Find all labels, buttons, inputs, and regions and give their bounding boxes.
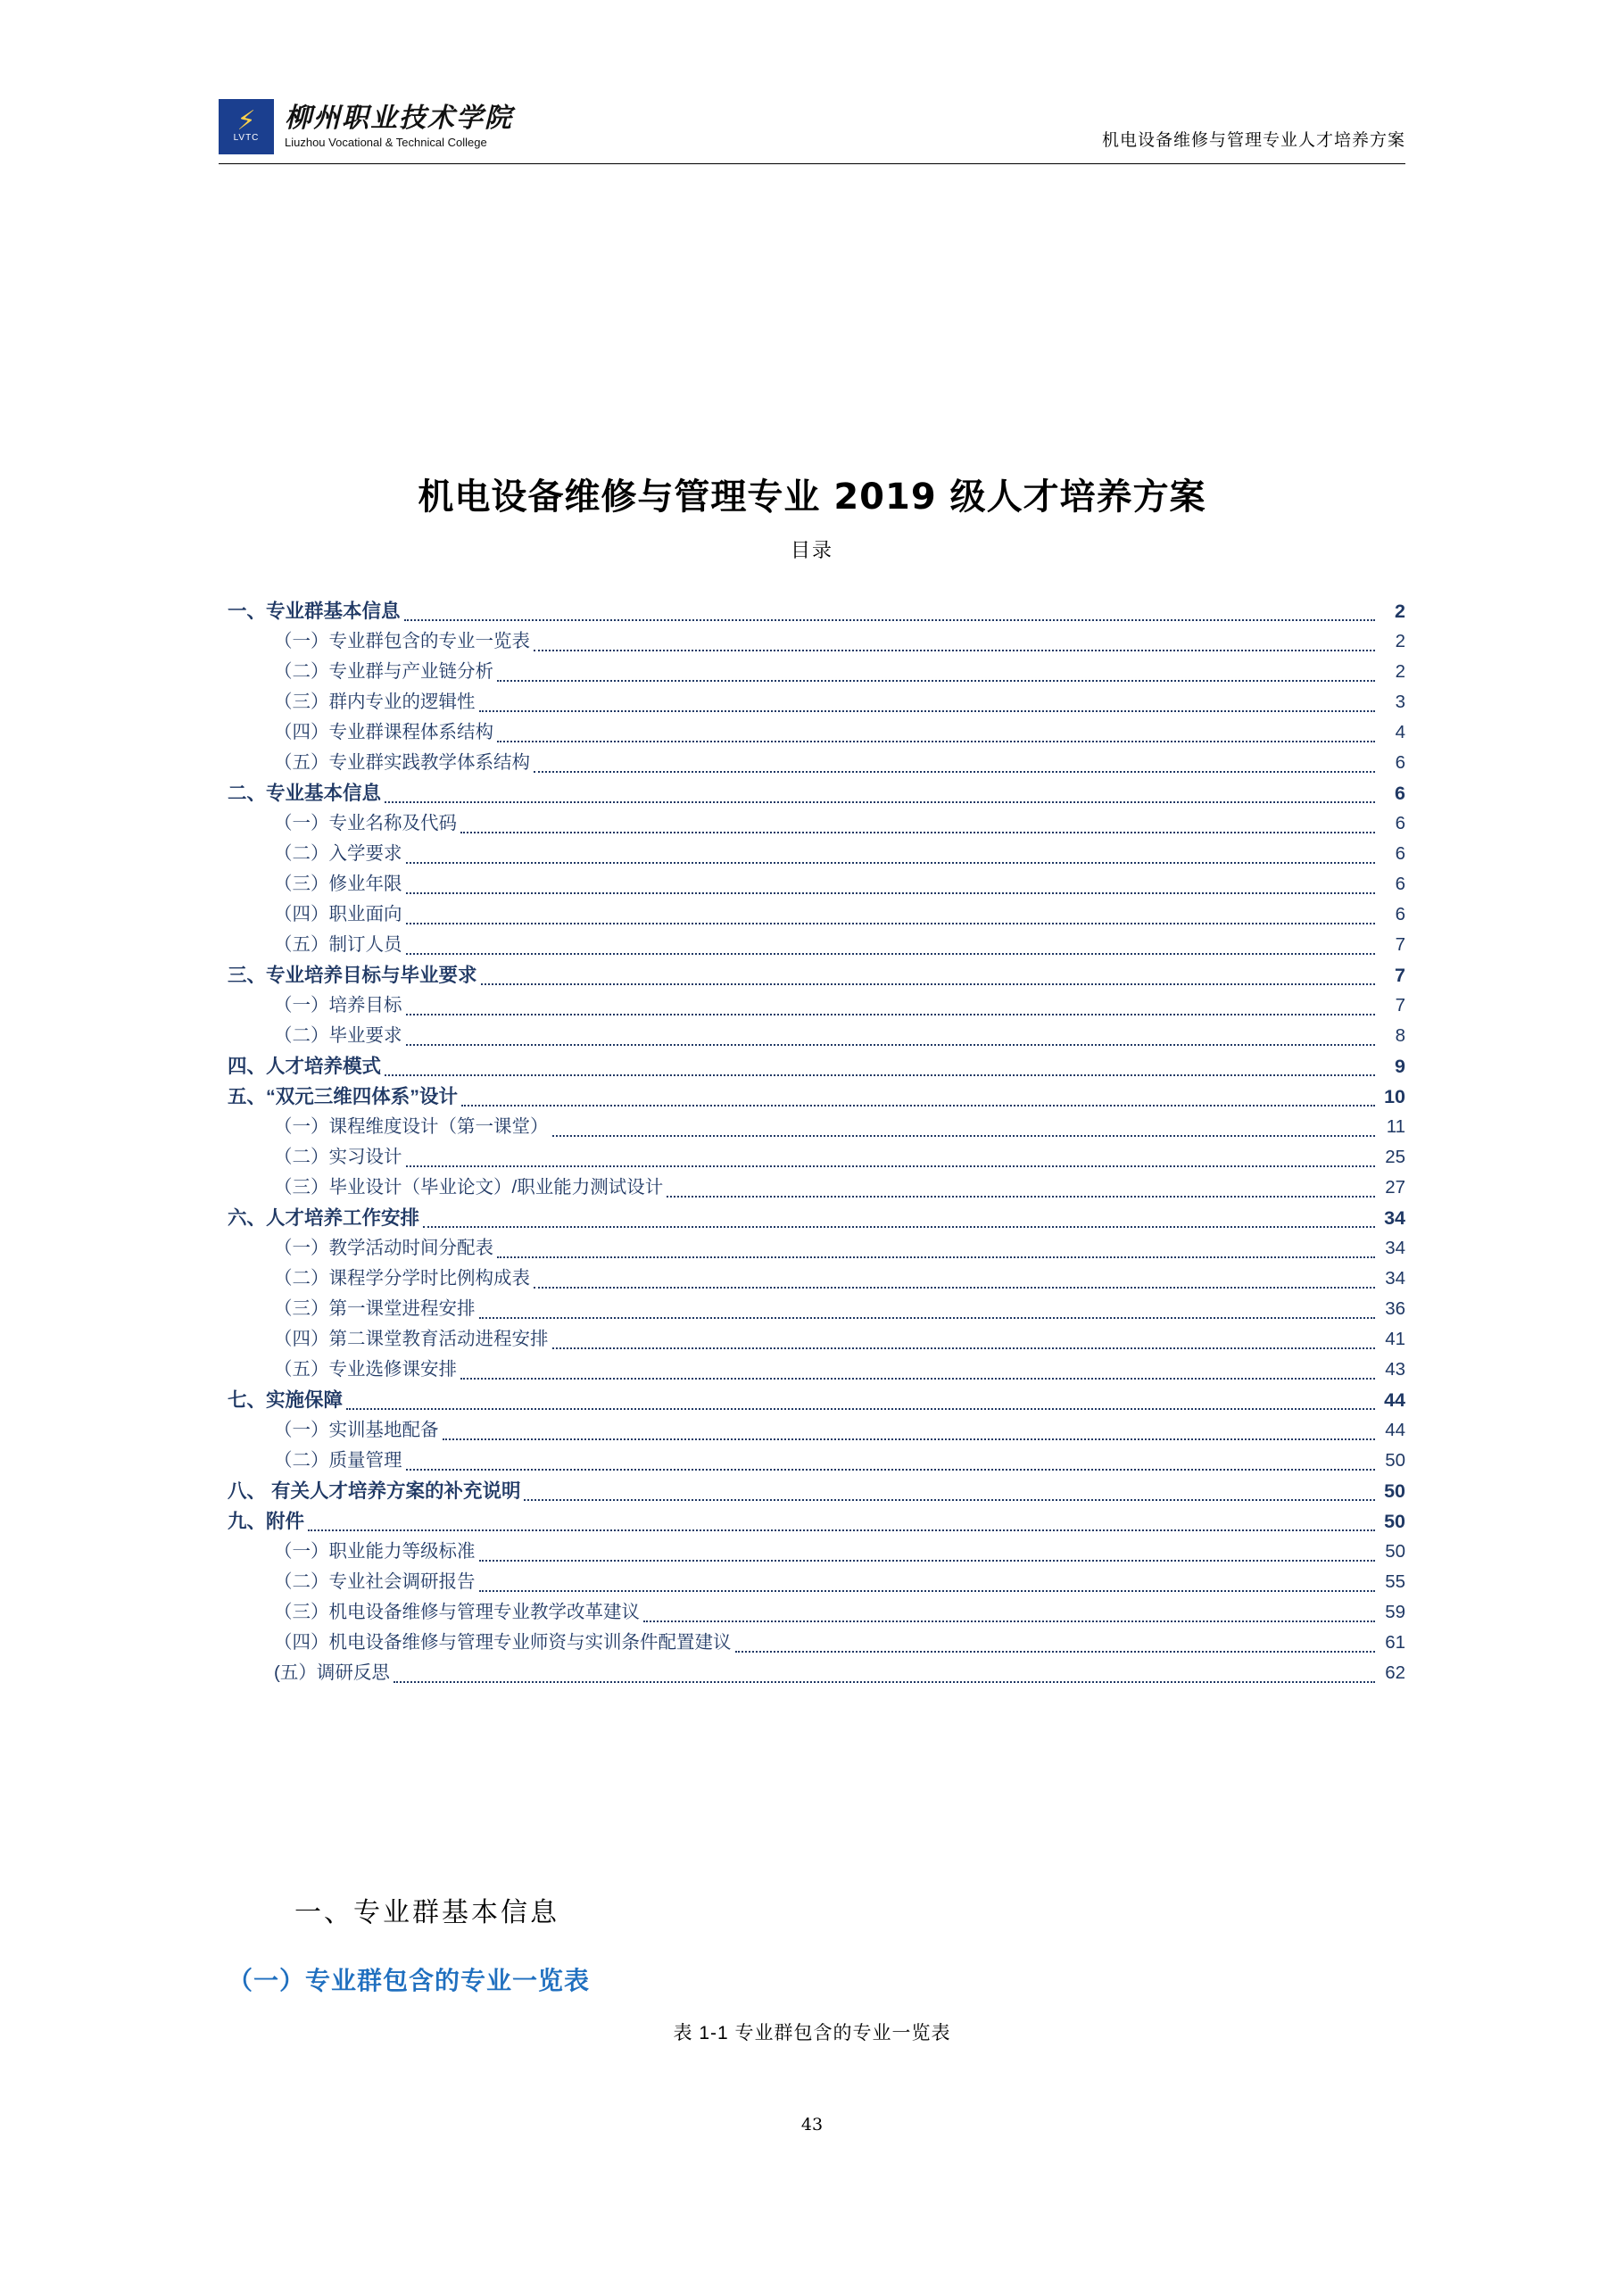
header-running-title: 机电设备维修与管理专业人才培养方案 [1101, 130, 1405, 150]
table-caption: 表 1-1 专业群包含的专业一览表 [673, 2023, 951, 2043]
toc-entry-label: （四）第二课堂教育活动进程安排 [274, 1329, 549, 1349]
toc-entry-label: （二）课程学分学时比例构成表 [274, 1268, 530, 1289]
logo-abbr: LVTC [233, 133, 260, 143]
toc-entry-page: 34 [1385, 1238, 1405, 1258]
toc-entry-label: （二）入学要求 [274, 843, 402, 864]
toc-entry-label: 六、人才培养工作安排 [228, 1207, 420, 1229]
toc-entry[interactable] [228, 1082, 1405, 1112]
toc-entry[interactable] [228, 991, 1405, 1021]
toc-leader-dots [534, 1286, 1375, 1289]
toc-entry-page: 7 [1395, 934, 1405, 955]
toc-entry-label: （四）专业群课程体系结构 [274, 722, 493, 742]
toc-leader-dots [497, 679, 1375, 682]
toc-entry-page: 6 [1395, 813, 1405, 833]
toc-leader-dots [479, 1589, 1376, 1592]
toc-leader-dots [406, 861, 1376, 864]
toc-entry[interactable] [228, 960, 1405, 991]
toc-entry-label: （一）专业名称及代码 [274, 813, 457, 833]
toc-entry-label: （一）专业群包含的专业一览表 [274, 631, 530, 651]
toc-leader-dots [460, 1377, 1375, 1380]
toc-entry-page: 7 [1395, 995, 1405, 1015]
toc-entry[interactable] [228, 778, 1405, 808]
toc-entry[interactable] [228, 1506, 1405, 1537]
toc-entry-label: （二）质量管理 [274, 1450, 402, 1471]
page-header [219, 85, 1405, 165]
toc-entry-page: 10 [1384, 1086, 1405, 1107]
toc-entry-page: 7 [1395, 965, 1405, 986]
toc-entry-label: （三）第一课堂进程安排 [274, 1298, 476, 1319]
toc-entry[interactable] [228, 1415, 1405, 1446]
toc-entry-label: （一）培养目标 [274, 995, 402, 1015]
toc-leader-dots [406, 952, 1376, 955]
toc-entry[interactable] [228, 1446, 1405, 1476]
toc-entry[interactable] [228, 1567, 1405, 1597]
toc-entry-label: 七、实施保障 [228, 1389, 344, 1411]
toc-entry-label: （一）实训基地配备 [274, 1420, 439, 1440]
toc-entry-page: 62 [1385, 1662, 1405, 1683]
toc-entry-label: （二）专业群与产业链分析 [274, 661, 493, 682]
toc-entry[interactable] [228, 1355, 1405, 1385]
toc-leader-dots [735, 1650, 1376, 1653]
table-of-contents [228, 596, 1405, 1688]
toc-entry-label: 五、“双元三维四体系”设计 [228, 1086, 459, 1107]
toc-entry[interactable] [228, 596, 1405, 626]
logo-name-en: Liuzhou Vocational & Technical College [285, 136, 487, 150]
toc-entry[interactable] [228, 869, 1405, 899]
toc-entry-page: 50 [1384, 1480, 1405, 1502]
toc-entry-label: （三）机电设备维修与管理专业教学改革建议 [274, 1602, 640, 1622]
toc-entry[interactable] [228, 899, 1405, 930]
toc-entry-page: 55 [1385, 1571, 1405, 1592]
toc-leader-dots [404, 618, 1375, 621]
toc-entry-page: 43 [1385, 1359, 1405, 1380]
toc-entry[interactable] [228, 808, 1405, 839]
toc-leader-dots [497, 740, 1375, 742]
toc-heading: 目录 [790, 540, 833, 562]
toc-leader-dots [443, 1438, 1376, 1440]
toc-entry[interactable] [228, 1051, 1405, 1082]
toc-entry-page: 50 [1385, 1541, 1405, 1562]
toc-entry-page: 41 [1385, 1329, 1405, 1349]
toc-entry-label: （三）修业年限 [274, 874, 402, 894]
toc-leader-dots [479, 1316, 1376, 1319]
toc-entry-page: 44 [1385, 1420, 1405, 1440]
logo-name-cn: 柳州职业技术学院 [285, 103, 513, 135]
toc-leader-dots [406, 1468, 1376, 1471]
toc-entry-label: 三、专业培养目标与毕业要求 [228, 965, 477, 986]
toc-entry-page: 44 [1384, 1389, 1405, 1411]
toc-entry-page: 50 [1384, 1511, 1405, 1532]
toc-entry-page: 2 [1395, 601, 1405, 622]
toc-entry-page: 9 [1395, 1056, 1405, 1077]
toc-entry-page: 6 [1395, 752, 1405, 773]
toc-entry-page: 36 [1385, 1298, 1405, 1319]
toc-entry[interactable] [228, 717, 1405, 748]
toc-leader-dots [534, 770, 1375, 773]
toc-leader-dots [406, 1043, 1376, 1046]
toc-entry-label: （一）教学活动时间分配表 [274, 1238, 493, 1258]
toc-entry-label: （四）职业面向 [274, 904, 402, 924]
page-title: 机电设备维修与管理专业 2019 级人才培养方案 [418, 477, 1206, 518]
toc-entry-label: 二、专业基本信息 [228, 783, 382, 804]
toc-entry-page: 34 [1384, 1207, 1405, 1229]
toc-entry-label: （五）专业选修课安排 [274, 1359, 457, 1380]
toc-entry[interactable] [228, 1264, 1405, 1294]
toc-leader-dots [534, 649, 1375, 651]
toc-entry-label: 八、 有关人才培养方案的补充说明 [228, 1480, 521, 1502]
toc-entry-label: （三）毕业设计（毕业论文）/职业能力测试设计 [274, 1177, 664, 1198]
toc-entry[interactable] [228, 1537, 1405, 1567]
toc-entry-label: （二）专业社会调研报告 [274, 1571, 476, 1592]
toc-entry-page: 2 [1395, 631, 1405, 651]
toc-leader-dots [552, 1134, 1376, 1137]
toc-leader-dots [423, 1225, 1375, 1228]
toc-entry-page: 8 [1395, 1025, 1405, 1046]
toc-leader-dots [461, 1104, 1375, 1107]
college-logo [219, 99, 513, 154]
toc-entry-label: （四）机电设备维修与管理专业师资与实训条件配置建议 [274, 1632, 732, 1653]
toc-entry[interactable] [228, 1294, 1405, 1324]
toc-entry-label: 九、附件 [228, 1511, 305, 1532]
toc-leader-dots [643, 1620, 1375, 1622]
toc-entry-page: 11 [1386, 1116, 1405, 1137]
toc-entry[interactable] [228, 839, 1405, 869]
toc-leader-dots [394, 1680, 1375, 1683]
toc-leader-dots [481, 982, 1375, 985]
toc-leader-dots [406, 1165, 1376, 1167]
toc-entry-label: （三）群内专业的逻辑性 [274, 692, 476, 712]
toc-entry[interactable] [228, 1628, 1405, 1658]
toc-entry[interactable] [228, 1203, 1405, 1233]
toc-entry-page: 3 [1395, 692, 1405, 712]
toc-entry[interactable] [228, 930, 1405, 960]
toc-entry-page: 6 [1395, 874, 1405, 894]
page-number: 43 [800, 2115, 824, 2134]
toc-entry-label: 一、专业群基本信息 [228, 601, 401, 622]
toc-leader-dots [346, 1407, 1375, 1410]
toc-entry-page: 61 [1385, 1632, 1405, 1653]
toc-entry-page: 6 [1395, 783, 1405, 804]
toc-entry-label: （五）专业群实践教学体系结构 [274, 752, 530, 773]
toc-entry-label: 四、人才培养模式 [228, 1056, 382, 1077]
toc-leader-dots [460, 831, 1375, 833]
toc-leader-dots [667, 1195, 1375, 1198]
toc-leader-dots [479, 1559, 1376, 1562]
toc-entry-label: （二）毕业要求 [274, 1025, 402, 1046]
toc-entry-page: 27 [1385, 1177, 1405, 1198]
toc-entry[interactable] [228, 748, 1405, 778]
toc-entry[interactable] [228, 626, 1405, 657]
toc-entry[interactable] [228, 1324, 1405, 1355]
toc-entry[interactable] [228, 1142, 1405, 1173]
toc-entry[interactable] [228, 1112, 1405, 1142]
toc-entry-label: （五）制订人员 [274, 934, 402, 955]
section-heading-1: 一、专业群基本信息 [294, 1897, 559, 1928]
toc-leader-dots [406, 891, 1376, 894]
toc-entry[interactable] [228, 1658, 1405, 1688]
toc-entry[interactable] [228, 1476, 1405, 1506]
toc-leader-dots [524, 1498, 1375, 1501]
toc-entry[interactable] [228, 1385, 1405, 1415]
toc-entry[interactable] [228, 1233, 1405, 1264]
toc-leader-dots [385, 800, 1375, 803]
toc-entry-page: 50 [1385, 1450, 1405, 1471]
toc-entry[interactable] [228, 1173, 1405, 1203]
header-divider [219, 163, 1405, 164]
toc-entry-page: 59 [1385, 1602, 1405, 1622]
toc-entry-page: 2 [1395, 661, 1405, 682]
toc-entry-label: （一）职业能力等级标准 [274, 1541, 476, 1562]
toc-entry-page: 6 [1395, 904, 1405, 924]
toc-entry-page: 34 [1385, 1268, 1405, 1289]
toc-entry[interactable] [228, 1021, 1405, 1051]
toc-entry-page: 25 [1385, 1147, 1405, 1167]
section-heading-2: （一）专业群包含的专业一览表 [228, 1966, 591, 1995]
toc-leader-dots [497, 1256, 1375, 1258]
toc-entry[interactable] [228, 687, 1405, 717]
toc-entry-page: 4 [1395, 722, 1405, 742]
toc-entry-page: 6 [1395, 843, 1405, 864]
bolt-icon: ⚡ [236, 106, 256, 136]
toc-leader-dots [552, 1347, 1376, 1349]
toc-entry-label: （二）实习设计 [274, 1147, 402, 1167]
toc-leader-dots [479, 709, 1376, 712]
toc-leader-dots [406, 1013, 1376, 1015]
toc-entry[interactable] [228, 1597, 1405, 1628]
toc-leader-dots [308, 1529, 1375, 1531]
toc-leader-dots [406, 922, 1376, 924]
toc-leader-dots [385, 1073, 1375, 1076]
toc-entry[interactable] [228, 657, 1405, 687]
toc-entry-label: （一）课程维度设计（第一课堂） [274, 1116, 549, 1137]
lvtc-logo-icon [219, 99, 274, 154]
toc-entry-label: (五）调研反思 [274, 1662, 390, 1683]
